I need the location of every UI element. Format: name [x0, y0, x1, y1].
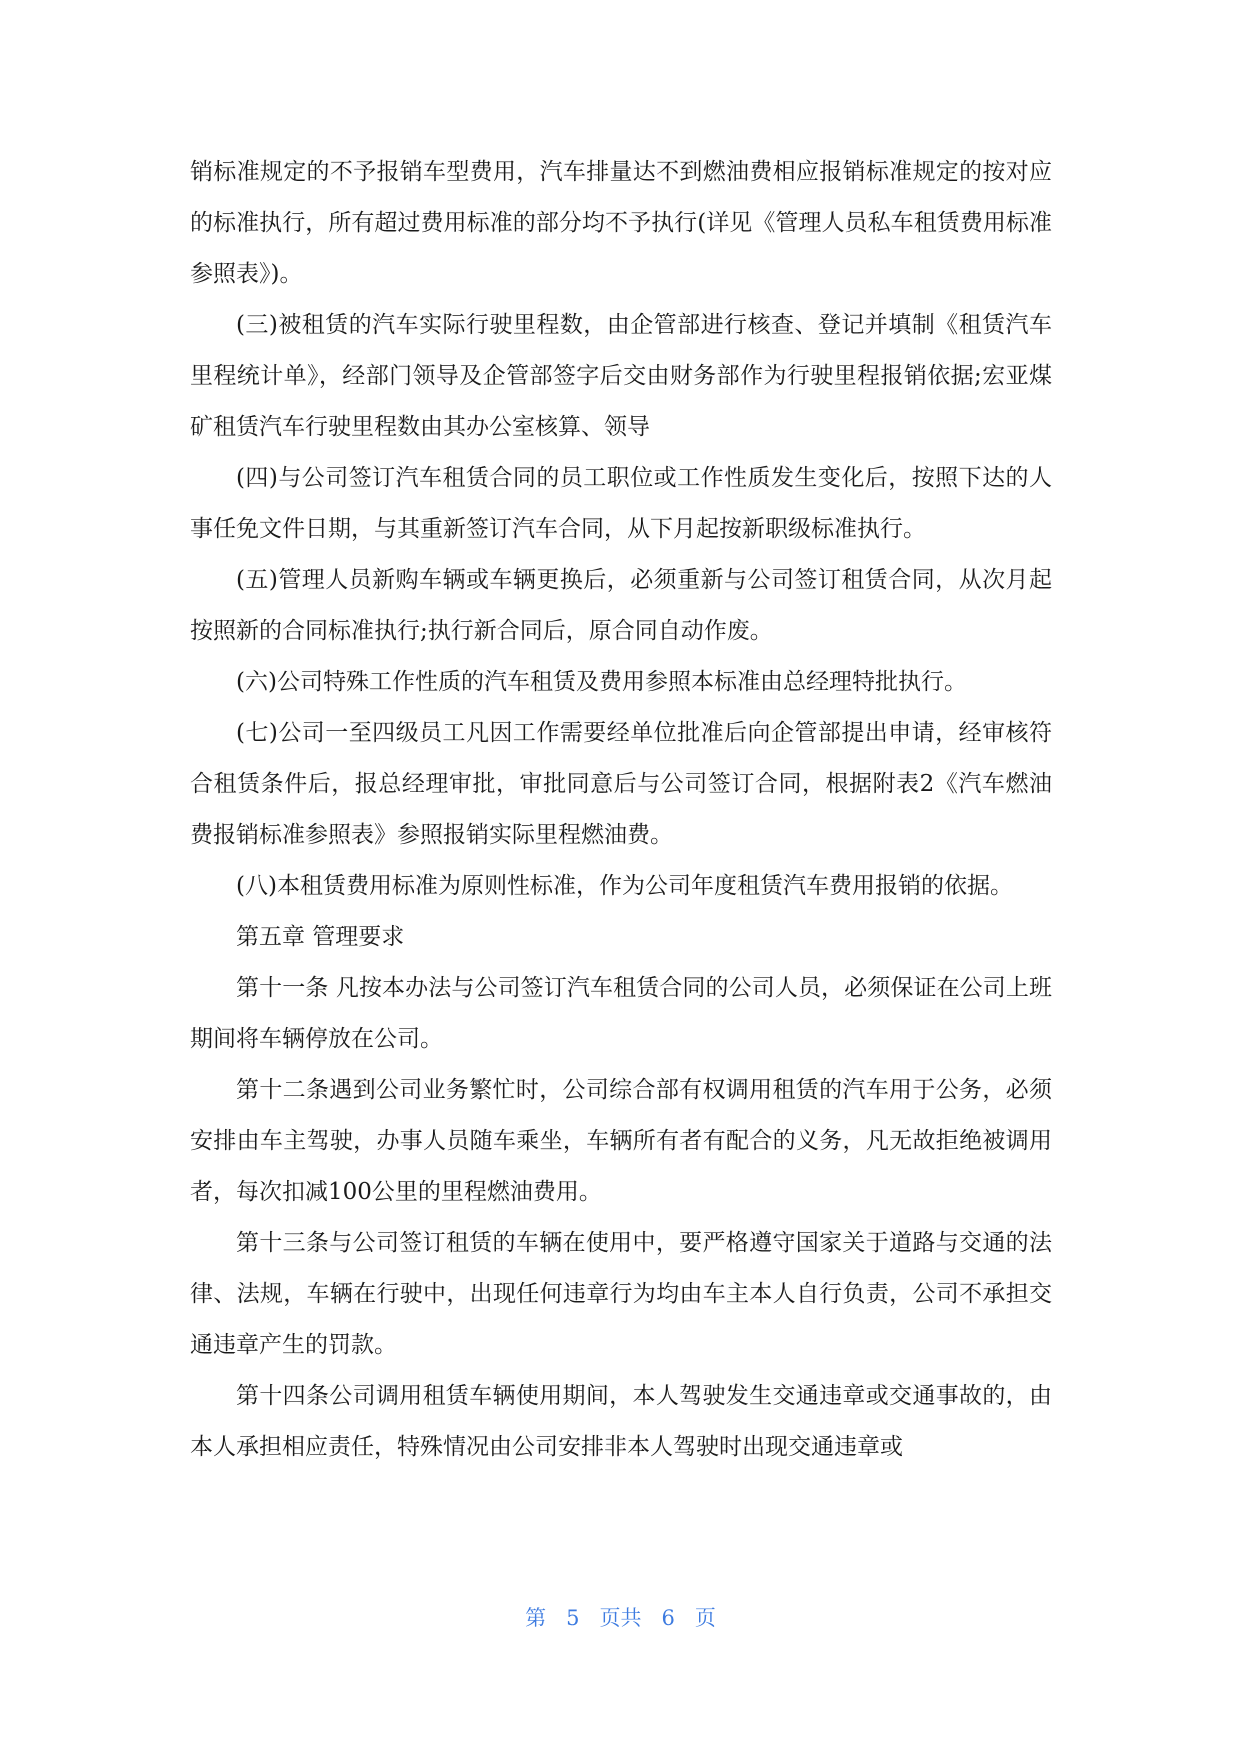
- paragraph-continuation: 销标准规定的不予报销车型费用，汽车排量达不到燃油费相应报销标准规定的按对应的标准执行，所有超过费用标准的部分均不予执行(详见《管理人员私车租赁费用标准参照表》)。: [190, 159, 1052, 287]
- footer-ye-gong: 页共: [599, 1606, 642, 1630]
- paragraph-item-6: (六)公司特殊工作性质的汽车租赁及费用参照本标准由总经理特批执行。: [236, 669, 967, 695]
- footer-total-pages: 6: [661, 1606, 675, 1630]
- footer-current-page: 5: [566, 1606, 580, 1630]
- chapter-heading: 第五章 管理要求: [236, 924, 405, 950]
- article-13: 第十三条与公司签订租赁的车辆在使用中，要严格遵守国家关于道路与交通的法律、法规，车辆在行驶中，出现任何违章行为均由车主本人自行负责，公司不承担交通违章产生的罚款。: [190, 1230, 1052, 1358]
- page-footer: [0, 1602, 1241, 1632]
- paragraph-item-3: (三)被租赁的汽车实际行驶里程数，由企管部进行核查、登记并填制《租赁汽车里程统计单》，经部门领导及企管部签字后交由财务部作为行驶里程报销依据;宏亚煤矿租赁汽车行驶里程数由其办公室核算、领导: [190, 312, 1052, 440]
- article-12: 第十二条遇到公司业务繁忙时，公司综合部有权调用租赁的汽车用于公务，必须安排由车主驾驶，办事人员随车乘坐，车辆所有者有配合的义务，凡无故拒绝被调用者，每次扣减100公里的里程燃油费用。: [190, 1077, 1052, 1205]
- paragraph-item-4: (四)与公司签订汽车租赁合同的员工职位或工作性质发生变化后，按照下达的人事任免文件日期，与其重新签订汽车合同，从下月起按新职级标准执行。: [190, 465, 1052, 542]
- article-11: 第十一条 凡按本办法与公司签订汽车租赁合同的公司人员，必须保证在公司上班期间将车辆停放在公司。: [190, 975, 1052, 1052]
- article-14: 第十四条公司调用租赁车辆使用期间，本人驾驶发生交通违章或交通事故的，由本人承担相应责任，特殊情况由公司安排非本人驾驶时出现交通违章或: [190, 1383, 1052, 1460]
- document-body: [190, 147, 1052, 1473]
- footer-di: 第: [525, 1606, 547, 1630]
- paragraph-item-5: (五)管理人员新购车辆或车辆更换后，必须重新与公司签订租赁合同，从次月起按照新的合同标准执行;执行新合同后，原合同自动作废。: [190, 567, 1052, 644]
- paragraph-item-7: (七)公司一至四级员工凡因工作需要经单位批准后向企管部提出申请，经审核符合租赁条件后，报总经理审批，审批同意后与公司签订合同，根据附表2《汽车燃油费报销标准参照表》参照报销实际里程燃油费。: [190, 720, 1052, 848]
- paragraph-item-8: (八)本租赁费用标准为原则性标准，作为公司年度租赁汽车费用报销的依据。: [236, 873, 1013, 899]
- footer-ye: 页: [694, 1606, 716, 1630]
